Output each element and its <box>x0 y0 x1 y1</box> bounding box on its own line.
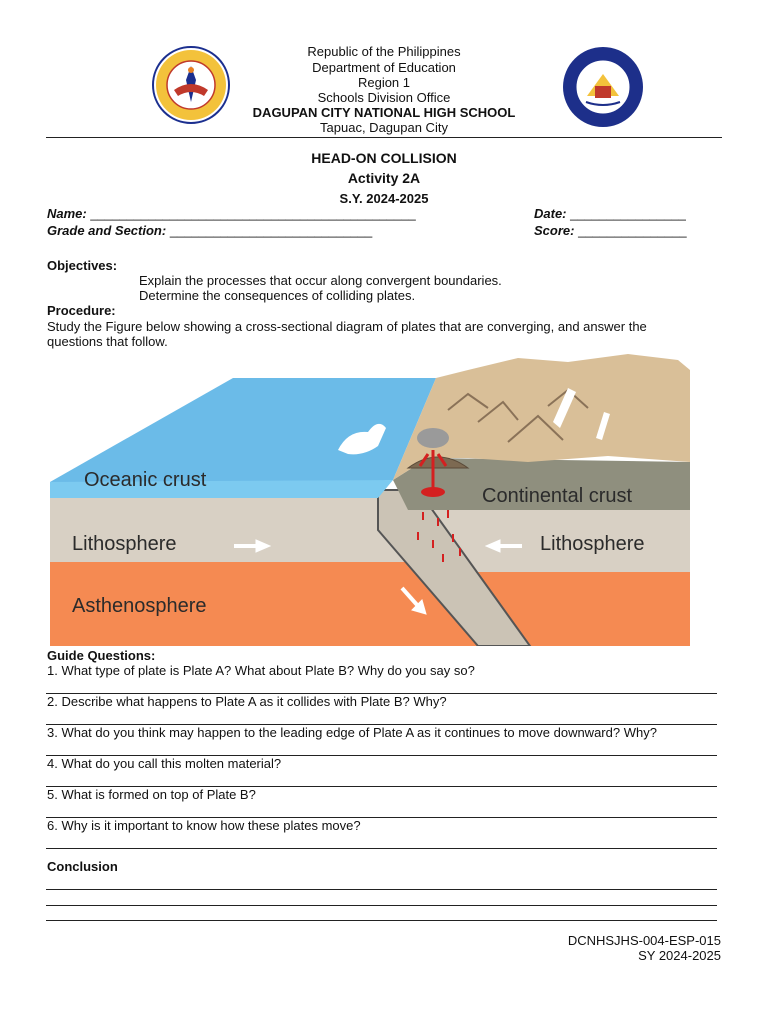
lithosphere-label-right: Lithosphere <box>540 533 645 555</box>
conclusion-line-2[interactable] <box>46 905 717 906</box>
name-blank: _____________________________________________ <box>90 206 416 221</box>
date-blank: ________________ <box>570 206 686 221</box>
score-label: Score: <box>534 223 575 238</box>
header-school-name: DAGUPAN CITY NATIONAL HIGH SCHOOL <box>252 105 516 120</box>
activity-label: Activity 2A <box>347 170 421 186</box>
grade-section-blank: ____________________________ <box>169 223 373 238</box>
header-address: Tapuac, Dagupan City <box>320 120 448 135</box>
date-label: Date: <box>534 206 567 221</box>
score-blank: _______________ <box>578 223 687 238</box>
plate-convergence-diagram <box>48 350 692 646</box>
objectives-heading: Objectives: <box>47 258 118 273</box>
lithosphere-label-left: Lithosphere <box>72 533 177 555</box>
procedure-text-line-2: questions that follow. <box>47 334 168 349</box>
score-field[interactable] <box>534 223 687 238</box>
name-field[interactable] <box>47 206 416 221</box>
page-title: HEAD-ON COLLISION <box>311 150 457 166</box>
continental-crust-label: Continental crust <box>482 485 633 507</box>
question-2: 2. Describe what happens to Plate A as it collides with Plate B? Why? <box>47 694 447 709</box>
ash-cloud <box>417 428 449 448</box>
date-field[interactable] <box>534 206 686 221</box>
conclusion-heading: Conclusion <box>47 859 118 874</box>
magma-chamber <box>421 487 445 497</box>
oceanic-crust-label: Oceanic crust <box>84 469 207 491</box>
objective-item-1: Explain the processes that occur along convergent boundaries. <box>139 273 502 288</box>
conclusion-line-1[interactable] <box>46 889 717 890</box>
asthenosphere-label: Asthenosphere <box>72 595 207 617</box>
question-1: 1. What type of plate is Plate A? What about Plate B? Why do you say so? <box>47 663 475 678</box>
grade-section-label: Grade and Section: <box>47 223 167 238</box>
header-department: Department of Education <box>312 60 456 75</box>
question-6: 6. Why is it important to know how these plates move? <box>47 818 361 833</box>
conclusion-line-3[interactable] <box>46 920 717 921</box>
grade-section-field[interactable] <box>47 223 372 238</box>
header-divider <box>46 137 722 138</box>
procedure-text-line-1: Study the Figure below showing a cross-sectional diagram of plates that are converging, and answer the <box>47 319 647 334</box>
question-5: 5. What is formed on top of Plate B? <box>47 787 256 802</box>
school-year: S.Y. 2024-2025 <box>339 191 429 206</box>
guide-questions-heading: Guide Questions: <box>47 648 156 663</box>
question-3: 3. What do you think may happen to the leading edge of Plate A as it continues to move downward? Why? <box>47 725 657 740</box>
procedure-heading: Procedure: <box>47 303 116 318</box>
footer-school-year: SY 2024-2025 <box>638 948 721 963</box>
question-4: 4. What do you call this molten material? <box>47 756 282 771</box>
objective-item-2: Determine the consequences of colliding plates. <box>139 288 416 303</box>
header-division: Schools Division Office <box>317 90 451 105</box>
header-republic: Republic of the Philippines <box>307 44 461 59</box>
name-label: Name: <box>47 206 87 221</box>
document-code: DCNHSJHS-004-ESP-015 <box>567 933 721 948</box>
answer-line-6[interactable] <box>46 848 717 849</box>
header-region: Region 1 <box>357 75 411 90</box>
